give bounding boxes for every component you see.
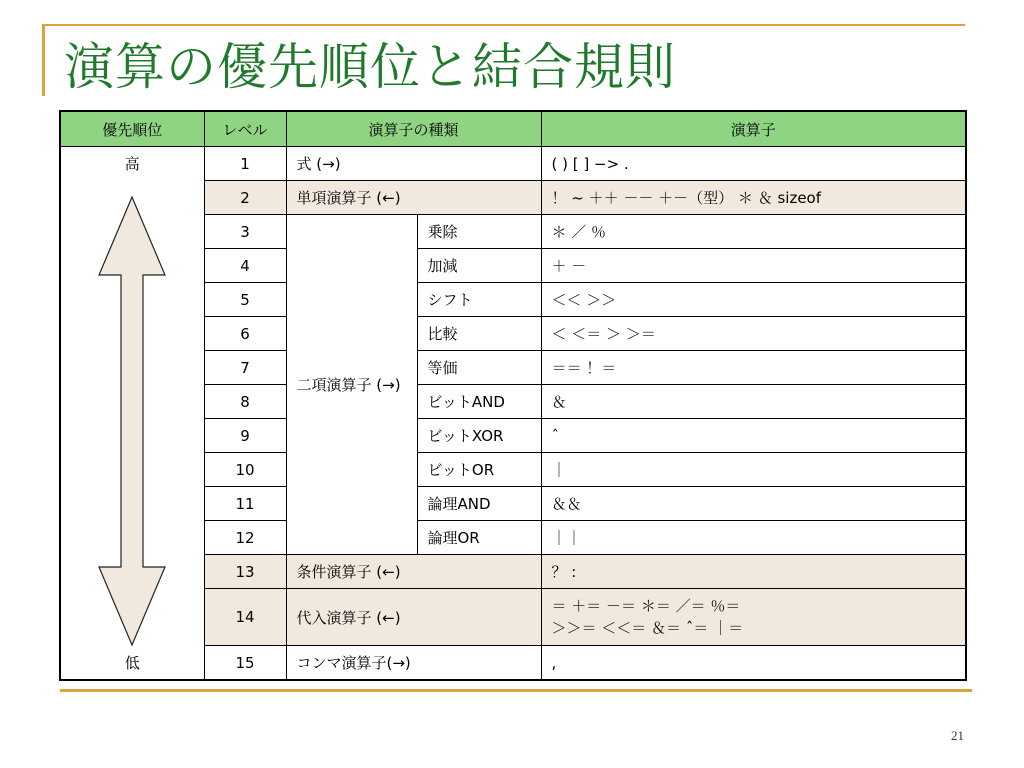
level-cell: 13	[204, 555, 286, 589]
level-cell: 6	[204, 317, 286, 351]
level-cell: 9	[204, 419, 286, 453]
priority-low-label: 低	[124, 654, 140, 672]
operators-cell: ？ :	[541, 555, 966, 589]
level-cell: 15	[204, 646, 286, 681]
level-cell: 4	[204, 249, 286, 283]
operator-precedence-table	[59, 110, 967, 681]
subkind-cell: ビットOR	[417, 453, 541, 487]
operators-line-1: ＝ ＋＝ －＝ ＊＝ ／＝ ％＝	[551, 597, 741, 615]
subkind-cell: 乗除	[417, 215, 541, 249]
header-operator-kind: 演算子の種類	[286, 111, 541, 147]
level-cell: 3	[204, 215, 286, 249]
operators-cell: ｜	[541, 453, 966, 487]
header-priority: 優先順位	[60, 111, 204, 147]
level-cell: 1	[204, 147, 286, 181]
subkind-cell: 比較	[417, 317, 541, 351]
kind-cell: 式 (→)	[286, 147, 541, 181]
operators-cell: ＜＜ ＞＞	[541, 283, 966, 317]
operators-cell: ,	[541, 646, 966, 681]
kind-cell: 条件演算子 (←)	[286, 555, 541, 589]
double-arrow-icon	[79, 195, 185, 647]
subkind-cell: ビットXOR	[417, 419, 541, 453]
operators-line-2: ＞＞＝ ＜＜＝ ＆＝ ˆ＝ ｜＝	[551, 619, 744, 637]
operators-cell: ＜ ＜＝ ＞ ＞＝	[541, 317, 966, 351]
kind-cell: 代入演算子 (←)	[286, 589, 541, 646]
level-cell: 2	[204, 181, 286, 215]
level-cell: 8	[204, 385, 286, 419]
level-cell: 14	[204, 589, 286, 646]
subkind-cell: ビットAND	[417, 385, 541, 419]
operators-cell: ＆＆	[541, 487, 966, 521]
subkind-cell: 論理OR	[417, 521, 541, 555]
level-cell: 7	[204, 351, 286, 385]
operators-cell	[541, 589, 966, 646]
subkind-cell: 加減	[417, 249, 541, 283]
operators-cell: ˆ	[541, 419, 966, 453]
header-operators: 演算子	[541, 111, 966, 147]
level-cell: 10	[204, 453, 286, 487]
priority-high-label: 高	[124, 155, 140, 173]
subkind-cell: 論理AND	[417, 487, 541, 521]
operators-cell: ｜｜	[541, 521, 966, 555]
level-cell: 12	[204, 521, 286, 555]
slide-number: 21	[951, 728, 964, 743]
top-accent-line	[42, 24, 965, 26]
table-header-row	[60, 111, 966, 147]
left-accent-line	[42, 24, 45, 96]
slide-title: 演算の優先順位と結合規則	[64, 38, 676, 96]
operators-cell: ！ ~ ＋＋ －－ ＋－（型） ＊ ＆ sizeof	[541, 181, 966, 215]
level-cell: 11	[204, 487, 286, 521]
subkind-cell: 等価	[417, 351, 541, 385]
kind-cell: コンマ演算子(→)	[286, 646, 541, 681]
priority-column	[60, 147, 204, 681]
header-level: レベル	[204, 111, 286, 147]
level-cell: 5	[204, 283, 286, 317]
operators-cell: ＋ －	[541, 249, 966, 283]
table-row	[60, 147, 966, 181]
operators-cell: ＊ ／ ％	[541, 215, 966, 249]
operators-cell: ( ) [ ] −> .	[541, 147, 966, 181]
kind-cell: 単項演算子 (←)	[286, 181, 541, 215]
operators-cell: ＝＝ ！＝	[541, 351, 966, 385]
bottom-accent-line	[60, 689, 972, 692]
subkind-cell: シフト	[417, 283, 541, 317]
binary-operator-group: 二項演算子 (→)	[286, 215, 417, 555]
operators-cell: ＆	[541, 385, 966, 419]
